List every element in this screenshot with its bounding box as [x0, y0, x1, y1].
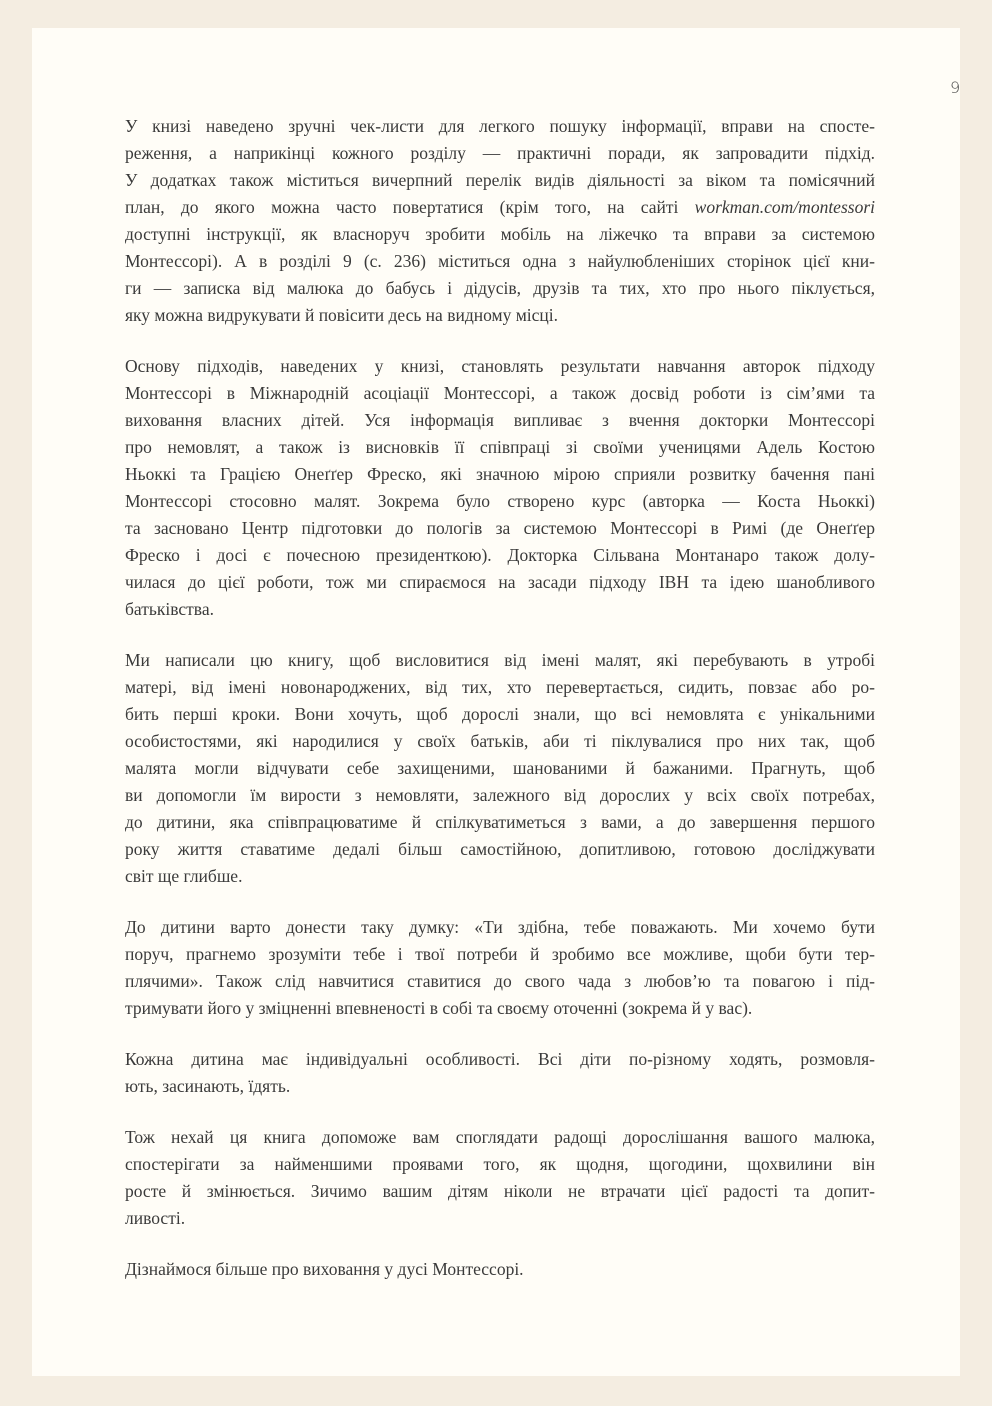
text-line: поруч, прагнемо зрозуміти тебе і твої потреби й зробимо все можливе, щоби бути тер-	[125, 944, 875, 964]
text-line: Тож нехай ця книга допоможе вам споглядати радощі дорослішання вашого малюка,	[125, 1127, 875, 1147]
text-line: У книзі наведено зручні чек-листи для легкого пошуку інформації, вправи на спосте-	[125, 116, 875, 136]
text-line: росте й змінюється. Зичимо вашим дітям ніколи не втрачати цієї радості та допит-	[125, 1181, 875, 1201]
text-line: Монтессорі в Міжнародній асоціації Монтессорі, а також досвід роботи із сім’ями та	[125, 383, 875, 403]
text-line: про немовлят, а також із висновків її співпраці зі своїми ученицями Адель Костою	[125, 437, 875, 457]
website-link-text: workman.com/montessori	[694, 197, 875, 217]
text-line: матері, від імені новонароджених, від тих, хто перевертається, сидить, повзає або ро-	[125, 677, 875, 697]
text-line: до дитини, яка співпрацюватиме й спілкуватиметься з вами, а до завершення першого	[125, 812, 875, 832]
text-line: світ ще глибше.	[125, 866, 243, 886]
text-line: чилася до цієї роботи, тож ми спираємося на засади підходу ІВН та ідею шанобливого	[125, 572, 875, 592]
paragraph	[125, 113, 875, 329]
text-line: До дитини варто донести таку думку: «Ти здібна, тебе поважають. Ми хочемо бути	[125, 917, 875, 937]
text-line: реження, а наприкінці кожного розділу — практичні поради, як запровадити підхід.	[125, 143, 875, 163]
text-line: Основу підходів, наведених у книзі, становлять результати навчання авторок підходу	[125, 356, 875, 376]
text-line: виховання власних дітей. Уся інформація випливає з вчення докторки Монтессорі	[125, 410, 875, 430]
text-line: яку можна видрукувати й повісити десь на видному місці.	[125, 305, 559, 325]
body-text	[125, 113, 875, 1307]
text-line: тримувати його у зміцненні впевненості в собі та своєму оточенні (зокрема й у вас).	[125, 998, 753, 1018]
text-line: ливості.	[125, 1208, 186, 1228]
text-line: Фреско і досі є почесною президенткою). Докторка Сільвана Монтанаро також долу-	[125, 545, 875, 565]
text-line: доступні інструкції, як власноруч зробити мобіль на ліжечко та вправи за системою	[125, 224, 875, 244]
paragraph	[125, 353, 875, 623]
paragraph	[125, 647, 875, 890]
paragraph	[125, 1124, 875, 1232]
text-line: ги — записка від малюка до бабусь і дідусів, друзів та тих, хто про нього піклується,	[125, 278, 875, 298]
text-line: ви допомогли їм вирости з немовляти, залежного від дорослих у всіх своїх потребах,	[125, 785, 875, 805]
text-line: Монтессорі стосовно малят. Зокрема було створено курс (авторка — Коста Ньоккі)	[125, 491, 875, 511]
text-line: батьківства.	[125, 599, 214, 619]
text-line: ють, засинають, їдять.	[125, 1076, 291, 1096]
text-line: спостерігати за найменшими проявами того, як щодня, щогодини, щохвилини він	[125, 1154, 875, 1174]
text-line: та засновано Центр підготовки до пологів за системою Монтессорі в Римі (де Онеґґер	[125, 518, 875, 538]
paragraph	[125, 1046, 875, 1100]
text-line: бить перші кроки. Вони хочуть, щоб дорослі знали, що всі немовлята є унікальними	[125, 704, 875, 724]
text-line: Ньоккі та Грацією Онеґґер Фреско, які значною мірою сприяли розвитку бачення пані	[125, 464, 875, 484]
text-line: особистостями, які народилися у своїх батьків, аби ті піклувалися про них так, щоб	[125, 731, 875, 751]
text-line: року життя ставатиме дедалі більш самостійною, допитливою, готовою досліджувати	[125, 839, 875, 859]
text-line: Кожна дитина має індивідуальні особливості. Всі діти по-різному ходять, розмовля-	[125, 1049, 875, 1069]
text-line: Дізнаймося більше про виховання у дусі Монтессорі.	[125, 1259, 524, 1279]
text-line: У додатках також міститься вичерпний перелік видів діяльності за віком та помісячний	[125, 170, 875, 190]
text-line: план, до якого можна часто повертатися (крім того, на сайті workman.com/montessori	[125, 197, 875, 217]
text-line: плячими». Також слід навчитися ставитися до свого чада з любов’ю та повагою і під-	[125, 971, 875, 991]
text-line: Ми написали цю книгу, щоб висловитися від імені малят, які перебувають в утробі	[125, 650, 875, 670]
paragraph	[125, 1256, 875, 1283]
text-line: Монтессорі). А в розділі 9 (с. 236) міститься одна з найулюбленіших сторінок цієї кни-	[125, 251, 875, 271]
paragraph	[125, 914, 875, 1022]
page-number: 9	[950, 78, 961, 97]
text-line: малята могли відчувати себе захищеними, шанованими й бажаними. Прагнуть, щоб	[125, 758, 875, 778]
